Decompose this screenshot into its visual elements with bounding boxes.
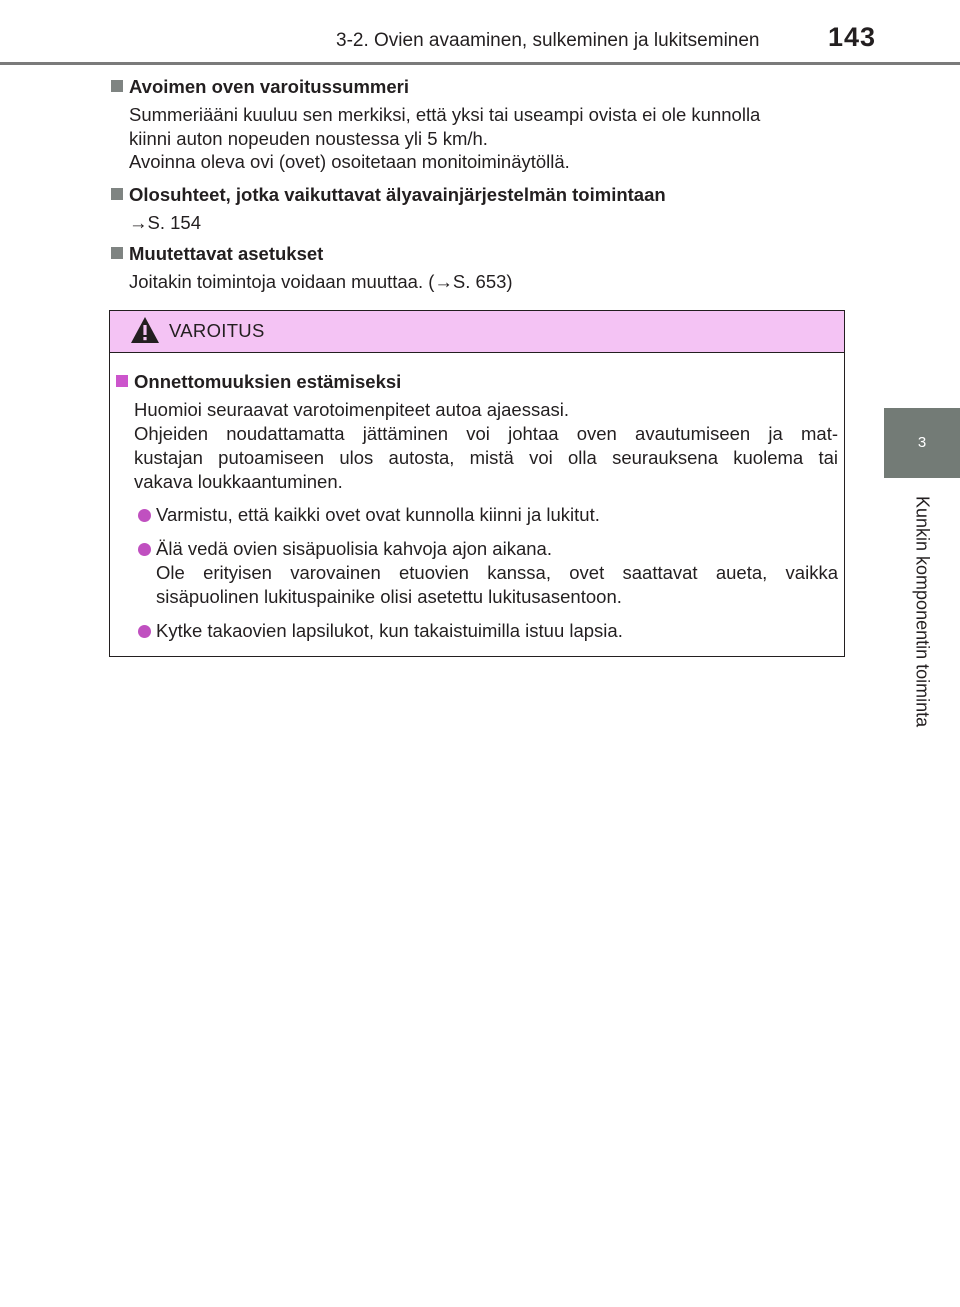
warning-header [110, 311, 844, 353]
warning-subheading [116, 369, 838, 394]
section-body [111, 211, 851, 235]
body-line: kiinni auton nopeuden noustessa yli 5 km/h. [129, 127, 488, 149]
section-heading-text: Olosuhteet, jotka vaikuttavat älyavainjärjestelmän toimintaan [129, 184, 666, 205]
body-line: kustajan putoamiseen ulos autosta, mistä voi olla seurauksena kuolema tai [134, 447, 838, 468]
square-bullet-icon [111, 80, 123, 92]
section-door-open-buzzer [111, 74, 851, 174]
section-heading [111, 74, 851, 99]
section-customizable-settings [111, 241, 851, 294]
bullet-line: Varmistu, että kaikki ovet ovat kunnolla kiinni ja lukitut. [156, 504, 600, 525]
warning-body [116, 369, 838, 643]
warning-intro [116, 398, 838, 494]
body-line: Avoinna oleva ovi (ovet) osoitetaan monitoiminäytöllä. [129, 151, 570, 172]
warning-bullet [116, 503, 838, 527]
page-number: 143 [828, 22, 877, 52]
section-body [111, 270, 851, 294]
round-bullet-icon [138, 543, 151, 556]
square-bullet-icon [111, 247, 123, 259]
round-bullet-icon [138, 625, 151, 638]
bullet-line: Ole erityisen varovainen etuovien kanssa, ovet saattavat aueta, vaikka [156, 562, 838, 583]
chapter-title: 3-2. Ovien avaaminen, sulkeminen ja lukitseminen [336, 30, 760, 51]
warning-bullet [116, 619, 838, 643]
chapter-tab [884, 478, 960, 778]
warning-subheading-text: Onnettomuuksien estämiseksi [134, 371, 402, 392]
square-bullet-icon [111, 188, 123, 200]
round-bullet-icon [138, 509, 151, 522]
section-smart-key-conditions [111, 182, 851, 235]
section-body [111, 103, 851, 174]
chapter-tab-label: Kunkin komponentin toiminta [912, 496, 933, 728]
body-line: Summeriääni kuuluu sen merkiksi, että yksi tai useampi ovista ei ole kunnolla [129, 104, 761, 125]
body-line: vakava loukkaantuminen. [134, 471, 343, 492]
header-rule [0, 62, 960, 65]
page-reference: →S. 154 [129, 212, 201, 233]
warning-box [109, 310, 845, 657]
section-heading-text: Avoimen oven varoitussummeri [129, 76, 409, 97]
bullet-line: Älä vedä ovien sisäpuolisia kahvoja ajon aikana. [156, 538, 552, 559]
chapter-tab-number: 3 [884, 408, 960, 478]
section-heading [111, 182, 851, 207]
square-bullet-icon [116, 375, 128, 387]
body-line: Huomioi seuraavat varotoimenpiteet autoa ajaessasi. [134, 399, 569, 420]
body-line: Joitakin toimintoja voidaan muuttaa. (→S. 653) [129, 271, 513, 292]
section-heading-text: Muutettavat asetukset [129, 243, 324, 264]
bullet-line: sisäpuolinen lukituspainike olisi asetettu lukitusasentoon. [156, 586, 622, 607]
warning-label: VAROITUS [169, 320, 265, 341]
section-heading [111, 241, 851, 266]
warning-triangle-icon [130, 316, 160, 344]
body-line: Ohjeiden noudattamatta jättäminen voi johtaa oven avautumiseen ja mat- [134, 423, 838, 444]
bullet-line: Kytke takaovien lapsilukot, kun takaistuimilla istuu lapsia. [156, 620, 623, 641]
warning-bullet [116, 537, 838, 609]
